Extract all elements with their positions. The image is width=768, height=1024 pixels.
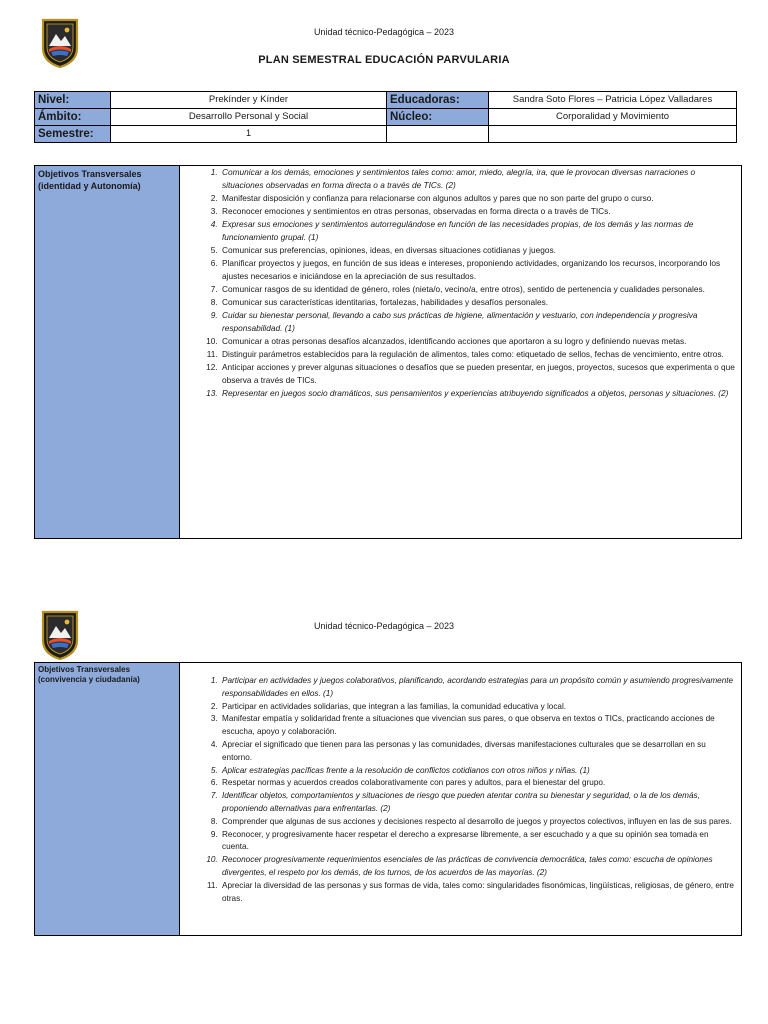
objective-item: 10. Comunicar a otras personas desafíos alcanzados, identificando acciones que aportaron a su logro y definiendo nuevas metas. (220, 335, 735, 348)
school-crest-icon (40, 610, 80, 660)
info-row-nivel (35, 92, 737, 109)
objective-item: 1. Comunicar a los demás, emociones y sentimientos tales como: amor, miedo, alegría, ira, que le provocan diversas narraciones o situaciones observadas en forma directa o a través de TICs. (2) (220, 166, 735, 192)
educadoras-label: Educadoras: (387, 92, 489, 109)
info-row-semestre (35, 126, 737, 143)
info-row-ambito (35, 109, 737, 126)
nucleo-value: Corporalidad y Movimiento (489, 109, 737, 126)
objective-item: 13. Representar en juegos socio dramáticos, sus pensamientos y experiencias atribuyendo significados a objetos, personas y situaciones. (2) (220, 387, 735, 400)
objectives-identity-label: Objetivos Transversales (identidad y Autonomía) (35, 166, 180, 538)
objective-item: 11. Distinguir parámetros establecidos para la regulación de alimentos, tales como: etiquetado de sellos, fechas de vencimiento, entre otros. (220, 348, 735, 361)
nucleo-label: Núcleo: (387, 109, 489, 126)
objective-item: 6. Planificar proyectos y juegos, en función de sus ideas e intereses, proponiendo actividades, organizando los recursos, incorporando los ajustes necesarios e iniciándose en la apreciación de sus resultados. (220, 257, 735, 283)
objectives-citizenship-section (34, 662, 742, 936)
objectives-identity-section (34, 165, 742, 539)
objectives-identity-list (180, 166, 741, 538)
objective-item: 3. Manifestar empatía y solidaridad frente a situaciones que vivencian sus pares, o que observa en textos o TICs, practicando acciones de escucha, apoyo y colaboración. (220, 713, 735, 739)
objective-item: 4. Apreciar el significado que tienen para las personas y las comunidades, diversas manifestaciones culturales que se desarrollan en su entorno. (220, 739, 735, 765)
objectives-citizenship-list (180, 663, 741, 935)
objective-item: 10. Reconocer progresivamente requerimientos esenciales de las prácticas de convivencia democrática, tales como: escucha de opiniones divergentes, el respeto por los demás, de los turnos, de los acuerdos de las mayorías. (2) (220, 854, 735, 880)
objective-item: 1. Participar en actividades y juegos colaborativos, planificando, acordando estrategias para un propósito común y asumiendo progresivamente responsabilidades en ellos. (1) (220, 675, 735, 701)
empty-cell (489, 126, 737, 143)
page-title: PLAN SEMESTRAL EDUCACIÓN PARVULARIA (258, 54, 510, 66)
ambito-label: Ámbito: (35, 109, 111, 126)
objectives-citizenship-label: Objetivos Transversales (convivencia y ciudadanía) (35, 663, 180, 935)
objective-item: 2. Manifestar disposición y confianza para relacionarse con algunos adultos y pares que no son parte del grupo o curso. (220, 192, 735, 205)
objective-item: 11. Apreciar la diversidad de las personas y sus formas de vida, tales como: singularidades fisonómicas, lingüísticas, religiosas, de género, entre otras. (220, 880, 735, 906)
objective-item: 7. Comunicar rasgos de su identidad de género, roles (nieta/o, vecino/a, entre otros), sentido de pertenencia y cualidades personales. (220, 283, 735, 296)
objective-item: 2. Participar en actividades solidarias, que integran a las familias, la comunidad educativa y local. (220, 701, 735, 714)
objective-item: 5. Aplicar estrategias pacíficas frente a la resolución de conflictos cotidianos con otros niños y niñas. (1) (220, 765, 735, 778)
objective-item: 12. Anticipar acciones y prever algunas situaciones o desafíos que se pueden presentar, en juegos, proyectos, sucesos que experimenta o que observa a través de TICs. (220, 361, 735, 387)
nivel-label: Nivel: (35, 92, 111, 109)
objective-item: 5. Comunicar sus preferencias, opiniones, ideas, en diversas situaciones cotidianas y juegos. (220, 244, 735, 257)
objective-item: 6. Respetar normas y acuerdos creados colaborativamente con pares y adultos, para el bienestar del grupo. (220, 777, 735, 790)
objective-item: 8. Comprender que algunas de sus acciones y decisiones respecto al desarrollo de juegos y proyectos colectivos, influyen en las de sus pares. (220, 816, 735, 829)
objective-item: 8. Comunicar sus características identitarias, fortalezas, habilidades y desafíos personales. (220, 296, 735, 309)
objective-item: 7. Identificar objetos, comportamientos y situaciones de riesgo que pueden atentar contra su bienestar y seguridad, o la de los demás, proponiendo alternativas para enfrentarlas. (2) (220, 790, 735, 816)
objective-item: 4. Expresar sus emociones y sentimientos autorregulándose en función de las necesidades propias, de los demás y las normas de funcionamiento grupal. (1) (220, 218, 735, 244)
semestre-label: Semestre: (35, 126, 111, 143)
unit-header-text: Unidad técnico-Pedagógica – 2023 (313, 27, 455, 37)
empty-cell (387, 126, 489, 143)
objective-item: 9. Cuidar su bienestar personal, llevando a cabo sus prácticas de higiene, alimentación y vestuario, con independencia y progresiva responsabilidad. (1) (220, 309, 735, 335)
objective-item: 9. Reconocer, y progresivamente hacer respetar el derecho a expresarse libremente, a ser escuchado y a que su opinión sea tomada en cuenta. (220, 829, 735, 855)
semestre-value: 1 (111, 126, 387, 143)
document-page-2 (0, 590, 768, 1010)
unit-header-text: Unidad técnico-Pedagógica – 2023 (313, 621, 455, 631)
educadoras-value: Sandra Soto Flores – Patricia López Valladares (489, 92, 737, 109)
objective-item: 3. Reconocer emociones y sentimientos en otras personas, observadas en forma directa o a través de TICs. (220, 205, 735, 218)
nivel-value: Prekínder y Kínder (111, 92, 387, 109)
ambito-value: Desarrollo Personal y Social (111, 109, 387, 126)
plan-info-table (34, 91, 737, 143)
